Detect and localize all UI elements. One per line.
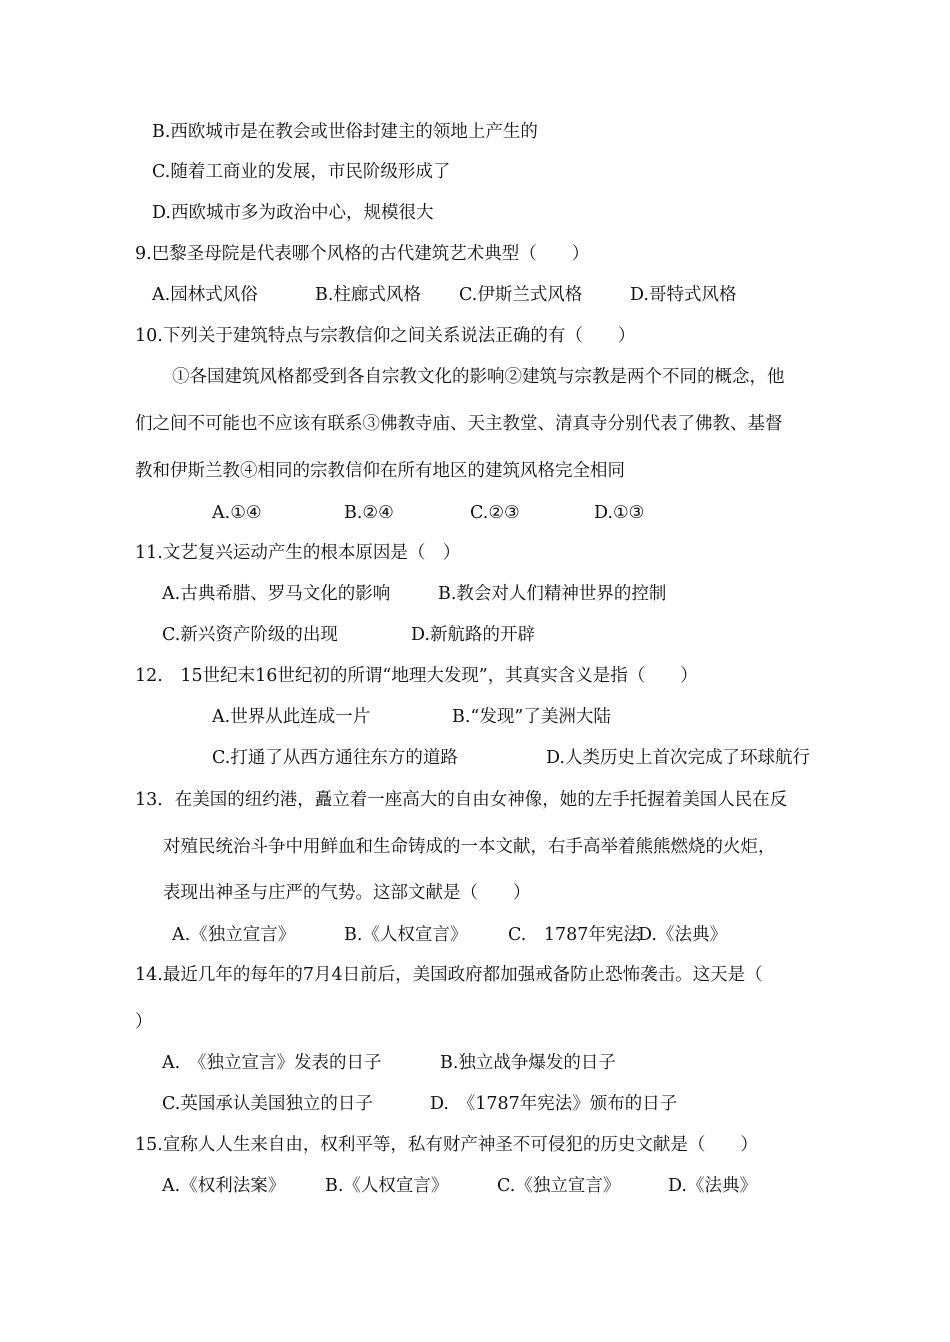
q9-option-b: B.柱廊式风格 xyxy=(315,285,421,305)
q13-option-a: A.《独立宣言》 xyxy=(172,925,296,945)
q14-option-a: A. 《独立宣言》发表的日子 xyxy=(162,1053,382,1073)
q13-line-2: 对殖民统治斗争中用鲜血和生命铸成的一本文献，右手高举着熊熊燃烧的火炬， xyxy=(163,837,776,857)
q12-stem: 12. 15世纪末16世纪初的所谓“地理大发现”，其真实含义是指（ ） xyxy=(135,666,698,686)
q11-option-c: C.新兴资产阶级的出现 xyxy=(162,625,338,645)
q12-option-d: D.人类历史上首次完成了环球航行 xyxy=(546,748,810,768)
q8-option-b: B.西欧城市是在教会或世俗封建主的领地上产生的 xyxy=(152,122,538,142)
q10-option-c: C.②③ xyxy=(470,503,520,523)
q11-option-a: A.古典希腊、罗马文化的影响 xyxy=(162,584,391,604)
q12-option-b: B.“发现”了美洲大陆 xyxy=(452,707,611,727)
q12-option-a: A.世界从此连成一片 xyxy=(212,707,371,727)
q10-body-line-2: 们之间不可能也不应该有联系③佛教寺庙、天主教堂、清真寺分别代表了佛教、基督 xyxy=(135,414,783,434)
q15-option-b: B.《人权宣言》 xyxy=(325,1176,449,1196)
q10-stem: 10.下列关于建筑特点与宗教信仰之间关系说法正确的有（ ） xyxy=(135,326,636,346)
q14-option-d: D. 《1787年宪法》颁布的日子 xyxy=(430,1094,678,1114)
q13-option-b: B.《人权宣言》 xyxy=(344,925,468,945)
q10-body-line-1: ①各国建筑风格都受到各自宗教文化的影响②建筑与宗教是两个不同的概念，他 xyxy=(172,367,785,387)
q8-option-c: C.随着工商业的发展，市民阶级形成了 xyxy=(152,162,451,182)
q15-stem: 15.宣称人人生来自由，权利平等，私有财产神圣不可侵犯的历史文献是（ ） xyxy=(135,1135,758,1155)
q13-line-1: 13．在美国的纽约港，矗立着一座高大的自由女神像，她的左手托握着美国人民在反 xyxy=(135,790,788,810)
q9-option-c: C.伊斯兰式风格 xyxy=(459,285,583,305)
q15-option-d: D.《法典》 xyxy=(668,1176,757,1196)
q9-option-a: A.园林式风俗 xyxy=(152,285,258,305)
q10-option-b: B.②④ xyxy=(344,503,394,523)
q9-option-d: D.哥特式风格 xyxy=(630,285,737,305)
q11-stem: 11.文艺复兴运动产生的根本原因是（ ） xyxy=(135,543,461,563)
q10-option-d: D.①③ xyxy=(594,503,645,523)
q11-option-d: D.新航路的开辟 xyxy=(411,625,535,645)
q11-option-b: B.教会对人们精神世界的控制 xyxy=(438,584,667,604)
q10-option-a: A.①④ xyxy=(212,503,262,523)
q8-option-d: D.西欧城市多为政治中心，规模很大 xyxy=(152,203,434,223)
q13-option-d: D.《法典》 xyxy=(638,925,727,945)
q14-option-b: B.独立战争爆发的日子 xyxy=(440,1053,616,1073)
q13-line-3: 表现出神圣与庄严的气势。这部文献是（ ） xyxy=(163,883,531,903)
q15-option-c: C.《独立宣言》 xyxy=(497,1176,621,1196)
q15-option-a: A.《权利法案》 xyxy=(162,1176,286,1196)
q10-body-line-3: 教和伊斯兰教④相同的宗教信仰在所有地区的建筑风格完全相同 xyxy=(135,461,625,481)
q14-option-c: C.英国承认美国独立的日子 xyxy=(162,1094,373,1114)
q12-option-c: C.打通了从西方通往东方的道路 xyxy=(212,748,458,768)
q14-line-2: ） xyxy=(135,1012,153,1032)
q9-stem: 9.巴黎圣母院是代表哪个风格的古代建筑艺术典型（ ） xyxy=(135,244,590,264)
q13-option-c: C. 1787年宪法 xyxy=(508,925,641,945)
q14-line-1: 14.最近几年的每年的7月4日前后，美国政府都加强戒备防止恐怖袭击。这天是（ xyxy=(135,965,763,985)
